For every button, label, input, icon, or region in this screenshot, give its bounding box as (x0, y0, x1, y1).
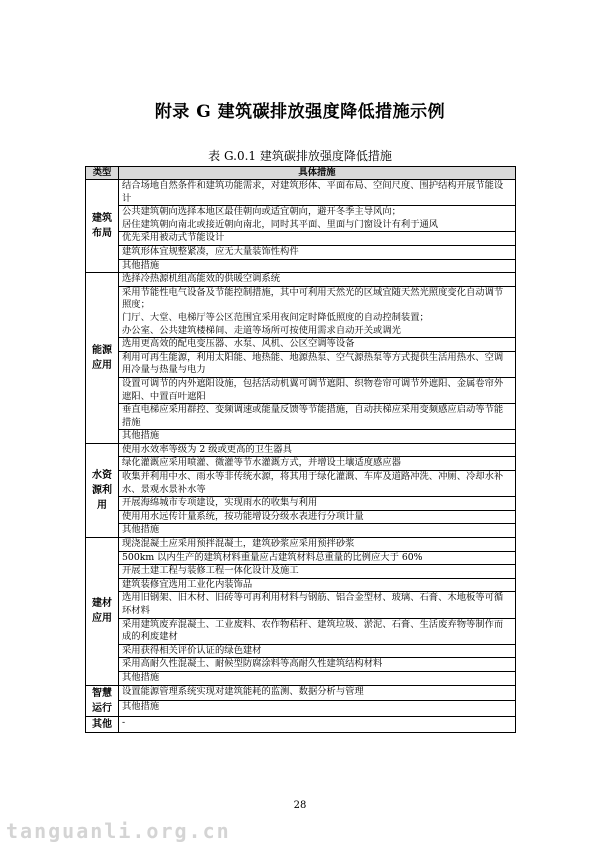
table-row (86, 259, 516, 273)
measure-cell: 开展土建工程与装修工程一体化设计及施工 (119, 565, 516, 579)
table-row (86, 565, 516, 579)
watermark: tanguanli.org.cn (6, 819, 231, 843)
measure-cell: 结合场地自然条件和建筑功能需求，对建筑形体、平面布局、空间尺度、围护结构开展节能设计 (119, 180, 516, 206)
category-cell: 其他 (86, 716, 119, 732)
column-header-type: 类型 (86, 167, 119, 180)
table-row (86, 232, 516, 246)
measure-cell: 采用高耐久性混凝土、耐候型防腐涂料等高耐久性建筑结构材料 (119, 658, 516, 672)
measure-cell: 其他措施 (119, 524, 516, 538)
measures-table-body (86, 167, 516, 733)
table-row (86, 644, 516, 658)
measure-cell: 采用节能性电气设备及节能控制措施，其中可利用天然光的区域宜随天然光照度变化自动调节照度； 门厅、大堂、电梯厅等公区范围宜采用夜间定时降低照度的自动控制装置； 办公室、公共建筑楼梯间、走道等场所可按使用需求自动开关或调光 (119, 286, 516, 337)
table-row (86, 338, 516, 352)
measure-cell: 选用旧钢架、旧木材、旧砖等可再利用材料与钢筋、铝合金型材、玻璃、石膏、木地板等可循环材料 (119, 592, 516, 618)
measure-cell: 使用用水远传计量系统，按功能增设分级水表进行分项计量 (119, 510, 516, 524)
table-row (86, 618, 516, 644)
table-row (86, 351, 516, 377)
category-cell: 建筑 布局 (86, 180, 119, 273)
measure-cell: 使用水效率等级为 2 级或更高的卫生器具 (119, 443, 516, 457)
column-header-measures: 具体措施 (119, 167, 516, 180)
category-cell: 能源 应用 (86, 273, 119, 444)
measure-cell: 开展海绵城市专项建设，实现雨水的收集与利用 (119, 497, 516, 511)
measure-cell: 建筑装修宜选用工业化内装饰品 (119, 578, 516, 592)
table-row (86, 538, 516, 552)
measure-cell: 建筑形体宜规整紧凑，应无大量装饰性构件 (119, 245, 516, 259)
category-cell: 水资 源利 用 (86, 443, 119, 537)
measure-cell: 垂直电梯应采用群控、变频调速或能量反馈等节能措施，自动扶梯应采用变频感应启动等节能措施 (119, 404, 516, 430)
measure-cell: 绿化灌溉应采用喷灌、微灌等节水灌溉方式，并增设土壤适度感应器 (119, 457, 516, 471)
measure-cell: 选用更高效的配电变压器、水泵、风机、公区空调等设备 (119, 338, 516, 352)
table-row (86, 551, 516, 565)
table-row (86, 685, 516, 701)
page-number: 28 (293, 800, 307, 811)
table-row (86, 578, 516, 592)
measure-cell: 设置可调节的内外遮阳设施，包括活动机翼可调节遮阳、织物卷帘可调节外遮阳、金属卷帘外遮阳、中置百叶遮阳 (119, 377, 516, 403)
measure-cell: 收集并利用中水、雨水等非传统水源，将其用于绿化灌溉、车库及道路冲洗、冲厕、冷却水补水、景观水景补水等 (119, 471, 516, 497)
measure-cell: 优先采用被动式节能设计 (119, 232, 516, 246)
appendix-title: 附录 G 建筑碳排放强度降低措施示例 (154, 102, 446, 122)
table-row (86, 286, 516, 337)
category-cell: 智慧 运行 (86, 685, 119, 716)
measure-cell: 其他措施 (119, 671, 516, 685)
table-row (86, 671, 516, 685)
measure-cell: 采用获得相关评价认证的绿色建材 (119, 644, 516, 658)
table-row (86, 592, 516, 618)
table-row (86, 273, 516, 287)
table-row (86, 701, 516, 717)
measure-cell: 其他措施 (119, 259, 516, 273)
table-row (86, 524, 516, 538)
measures-table (85, 166, 516, 733)
measure-cell: 设置能源管理系统实现对建筑能耗的监测、数据分析与管理 (119, 685, 516, 701)
measure-cell: 500km 以内生产的建筑材料重量应占建筑材料总重量的比例应大于 60% (119, 551, 516, 565)
table-row (86, 716, 516, 732)
table-row (86, 443, 516, 457)
table-row (86, 471, 516, 497)
table-row (86, 404, 516, 430)
measure-cell: 利用可再生能源，利用太阳能、地热能、地源热泵、空气源热泵等方式提供生活用热水、空调用冷量与热量与电力 (119, 351, 516, 377)
table-row (86, 658, 516, 672)
measure-cell: 其他措施 (119, 430, 516, 444)
table-row (86, 180, 516, 206)
measure-cell: 公共建筑朝向选择本地区最佳朝向或适宜朝向，避开冬季主导风向； 居住建筑朝向南北或接近朝向南北，同时其平面、里面与门窗设计有利于通风 (119, 206, 516, 232)
measure-cell: 现浇混凝土应采用预拌混凝土，建筑砂浆应采用预拌砂浆 (119, 538, 516, 552)
table-row (86, 430, 516, 444)
table-row (86, 457, 516, 471)
table-header-row (86, 167, 516, 180)
table-row (86, 497, 516, 511)
measure-cell: 采用建筑废弃混凝土、工业废料、农作物秸秆、建筑垃圾、淤泥、石膏、生活废弃物等制作而成的利废建材 (119, 618, 516, 644)
table-row (86, 510, 516, 524)
category-cell: 建材 应用 (86, 538, 119, 686)
measure-cell: 其他措施 (119, 701, 516, 717)
measure-cell: - (119, 716, 516, 732)
table-caption: 表 G.0.1 建筑碳排放强度降低措施 (208, 149, 392, 163)
measure-cell: 选择冷热源机组高能效的供暖空调系统 (119, 273, 516, 287)
table-row (86, 206, 516, 232)
table-row (86, 245, 516, 259)
table-row (86, 377, 516, 403)
